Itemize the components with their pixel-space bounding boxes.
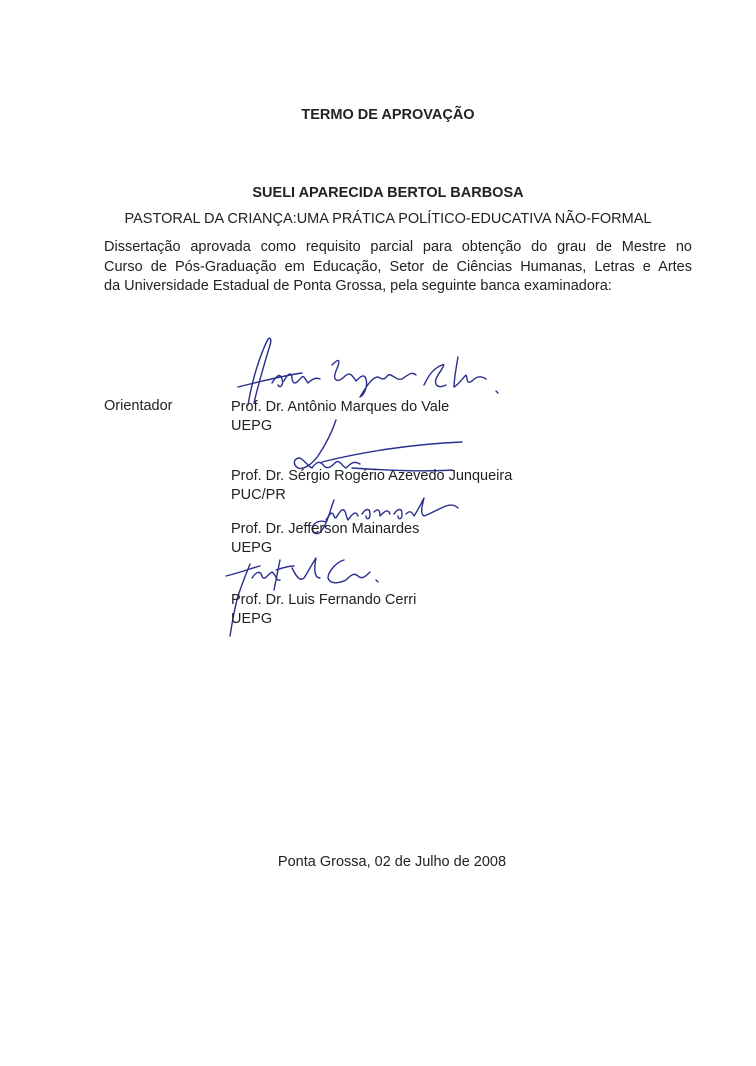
member-name: Prof. Dr. Antônio Marques do Vale — [231, 399, 450, 415]
approval-line: da Universidade Estadual de Ponta Grossa, pela seguinte banca examinadora: — [104, 278, 612, 294]
member-institution: UEPG — [231, 610, 273, 627]
approval-line: Dissertação aprovada como requisito parcial para obtenção do grau de Mestre no — [104, 239, 692, 255]
member-institution: UEPG — [231, 417, 273, 434]
advisor-role-label: Orientador — [104, 398, 173, 414]
approval-statement — [104, 238, 692, 297]
place-and-date: Ponta Grossa, 02 de Julho de 2008 — [277, 854, 507, 870]
author-name: SUELI APARECIDA BERTOL BARBOSA — [252, 185, 524, 201]
approval-line: Curso de Pós-Graduação em Educação, Setor de Ciências Humanas, Letras e Artes — [104, 258, 692, 275]
dissertation-title: PASTORAL DA CRIANÇA:UMA PRÁTICA POLÍTICO-EDUCATIVA NÃO-FORMAL — [124, 211, 652, 227]
member-name: Prof. Dr. Luis Fernando Cerri — [231, 592, 417, 608]
member-institution: UEPG — [231, 539, 273, 556]
member-name: Prof. Dr. Jefferson Mainardes — [231, 521, 420, 537]
member-institution: PUC/PR — [231, 486, 286, 503]
committee-member — [231, 591, 416, 628]
member-name: Prof. Dr. Sérgio Rogério Azevedo Junqueira — [231, 468, 513, 484]
document-title: TERMO DE APROVAÇÃO — [301, 107, 475, 123]
